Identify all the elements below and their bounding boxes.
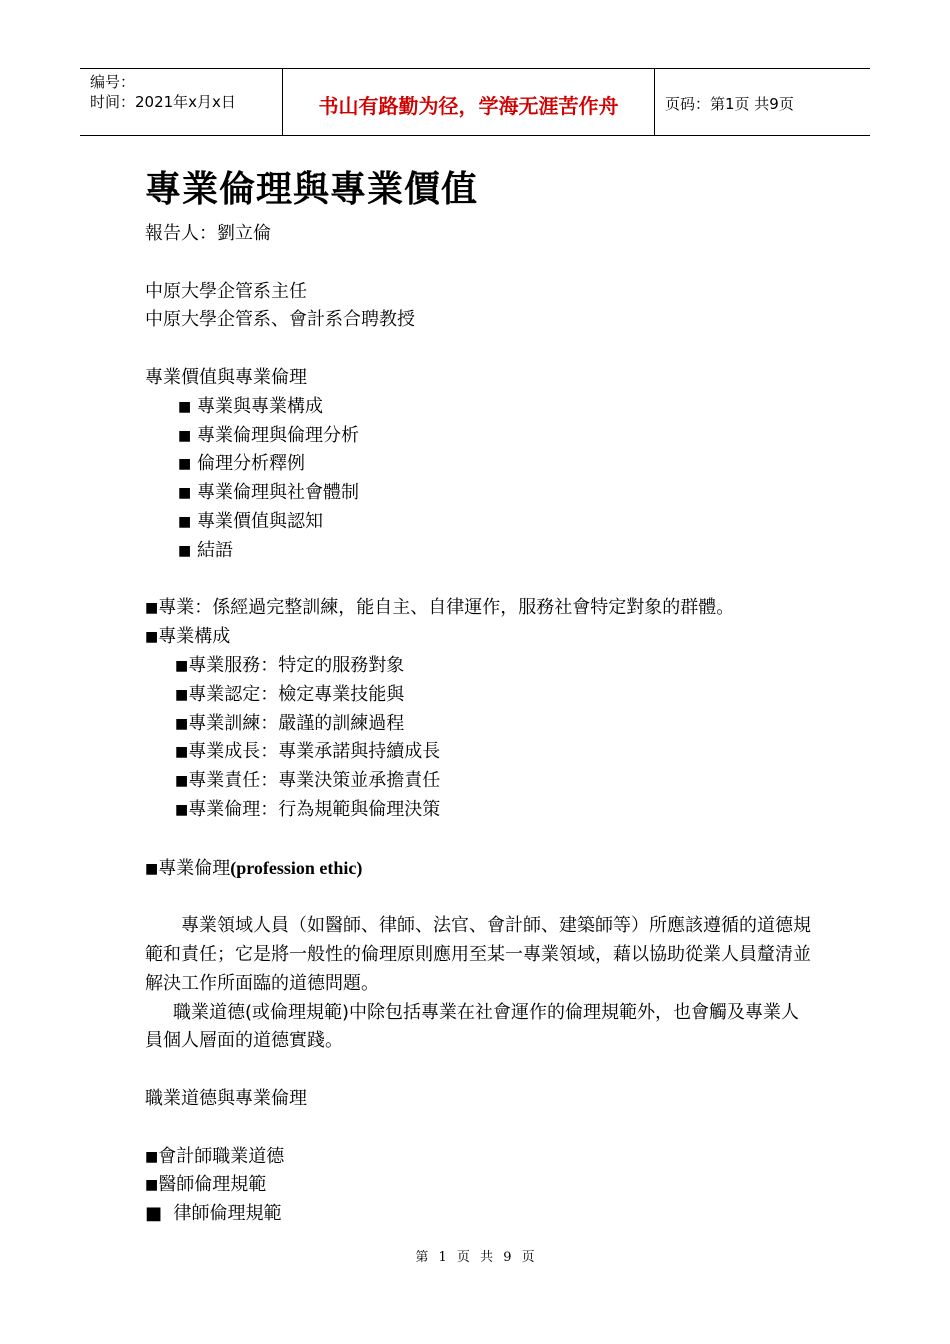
composition-item: ■專業責任：專業決策並承擔責任 — [175, 770, 441, 792]
header-page: 页码：第1页 共9页 — [665, 94, 794, 113]
page-header — [80, 68, 870, 136]
composition-heading: ■專業構成 — [145, 626, 231, 648]
outline-item: ■ 專業價值與認知 — [178, 510, 323, 532]
square-bullet-icon: ■ — [145, 1177, 159, 1194]
square-bullet-icon: ■ — [145, 600, 159, 617]
code-item: ■ 律師倫理規範 — [145, 1203, 282, 1225]
square-bullet-icon: ■ — [145, 1148, 159, 1165]
header-motto: 书山有路勤为径，学海无涯苦作舟 — [282, 69, 655, 135]
square-bullet-icon: ■ — [178, 542, 192, 559]
header-number: 编号： — [90, 73, 136, 91]
square-bullet-icon: ■ — [178, 513, 192, 530]
square-bullet-icon: ■ — [175, 801, 189, 818]
square-bullet-icon: ■ — [175, 715, 189, 732]
composition-item: ■專業訓練：嚴謹的訓練過程 — [175, 712, 405, 734]
square-bullet-icon: ■ — [175, 744, 189, 761]
ethics-paragraph-2: 職業道德(或倫理規範)中除包括專業在社會運作的倫理規範外，也會觸及專業人員個人層面的道德實踐。 — [145, 1001, 800, 1052]
composition-item: ■專業認定：檢定專業技能與 — [175, 683, 405, 705]
square-bullet-icon: ■ — [178, 398, 192, 415]
code-item: ■會計師職業道德 — [145, 1145, 285, 1167]
outline-item: ■ 倫理分析釋例 — [178, 453, 305, 475]
ethics-paragraph-1: 專業領域人員（如醫師、律師、法官、會計師、建築師等）所應該遵循的道德規範和責任；它是將一般性的倫理原則應用至某一專業領域，藉以協助從業人員釐清並解決工作所面臨的道德問題。 — [145, 915, 811, 994]
ethics-heading: ■專業倫理(profession ethic) — [145, 857, 363, 879]
square-bullet-icon: ■ — [175, 773, 189, 790]
affiliation-2: 中原大學企管系、會計系合聘教授 — [145, 309, 415, 331]
outline-item: ■ 結語 — [178, 539, 233, 561]
square-bullet-icon: ■ — [145, 629, 159, 646]
square-bullet-icon: ■ — [178, 456, 192, 473]
composition-item: ■專業倫理：行為規範與倫理決策 — [175, 798, 441, 820]
profession-definition: ■專業：係經過完整訓練，能自主、自律運作，服務社會特定對象的群體。 — [145, 597, 735, 619]
square-bullet-icon: ■ — [175, 657, 189, 674]
header-meta — [80, 69, 282, 135]
outline-item: ■ 專業與專業構成 — [178, 395, 323, 417]
document-body — [145, 160, 815, 1229]
reporter: 報告人：劉立倫 — [145, 223, 271, 244]
document-title: 專業倫理與專業價值 — [145, 169, 479, 210]
header-time: 时间：2021年x月x日 — [90, 93, 236, 111]
relation-heading: 職業道德與專業倫理 — [145, 1087, 307, 1109]
square-bullet-icon: ■ — [178, 485, 192, 502]
outline-item: ■ 專業倫理與倫理分析 — [178, 424, 359, 446]
page-footer: 第 1 页 共 9 页 — [415, 1250, 535, 1265]
code-item: ■醫師倫理規範 — [145, 1174, 267, 1196]
outline-item: ■ 專業倫理與社會體制 — [178, 482, 359, 504]
affiliation-1: 中原大學企管系主任 — [145, 280, 307, 302]
square-bullet-icon: ■ — [145, 1203, 163, 1225]
composition-item: ■專業服務：特定的服務對象 — [175, 654, 405, 676]
outline-heading: 專業價值與專業倫理 — [145, 366, 307, 388]
square-bullet-icon: ■ — [175, 686, 189, 703]
square-bullet-icon: ■ — [178, 427, 192, 444]
composition-item: ■專業成長：專業承諾與持續成長 — [175, 741, 441, 763]
square-bullet-icon: ■ — [145, 860, 159, 877]
